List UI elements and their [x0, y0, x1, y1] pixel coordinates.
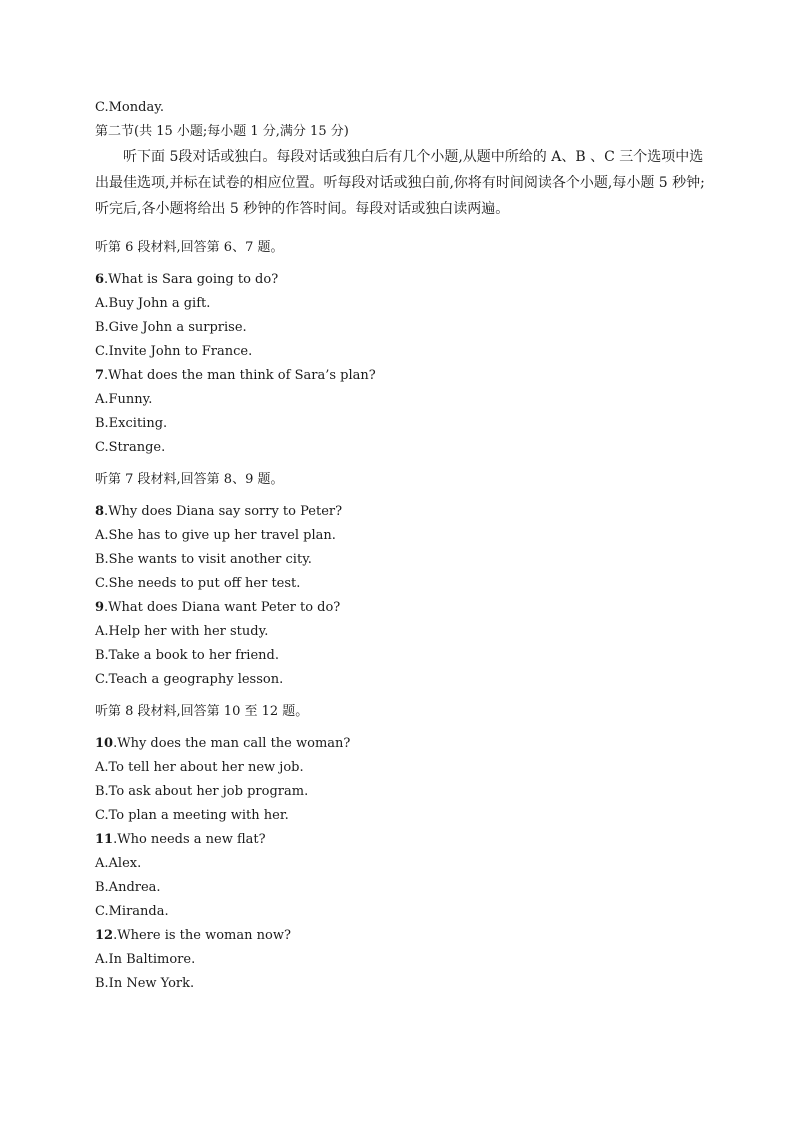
group-title-7: 听第 7 段材料,回答第 8、9 题。	[95, 472, 284, 487]
option-a: A.Help her with her study.	[95, 624, 269, 639]
question-10	[95, 732, 715, 756]
question-number: 6	[95, 272, 105, 287]
question-text: .Why does Diana say sorry to Peter?	[104, 504, 343, 519]
section-instructions: 听下面 5段对话或独白。每段对话或独白后有几个小题,从题中所给的 A、B 、C 三个选项中选出最佳选项,并标在试卷的相应位置。听每段对话或独白前,你将有时间阅读各个小题,每小题 5 秒钟;听完后,各小题将给出 5 秒钟的作答时间。每段对话或独白读两遍。	[95, 149, 705, 217]
group-title-6: 听第 6 段材料,回答第 6、7 题。	[95, 240, 284, 255]
option-a: A.Funny.	[95, 392, 153, 407]
option-b: B.To ask about her job program.	[95, 784, 309, 799]
question-8	[95, 500, 715, 524]
question-text: .What does the man think of Sara’s plan?	[104, 368, 376, 383]
option-a: A.Buy John a gift.	[95, 296, 211, 311]
question-text: .What is Sara going to do?	[104, 272, 279, 287]
option-b: B.Take a book to her friend.	[95, 648, 279, 663]
exam-page	[95, 96, 715, 996]
question-number: 12	[95, 928, 114, 943]
option-a: A.In Baltimore.	[95, 952, 196, 967]
question-text: .Why does the man call the woman?	[113, 736, 351, 751]
option-b: B.Exciting.	[95, 416, 168, 431]
option-c: C.Strange.	[95, 440, 166, 455]
option-b: B.Andrea.	[95, 880, 161, 895]
option-c-prev: C.Monday.	[95, 100, 164, 115]
question-number: 8	[95, 504, 105, 519]
question-number: 9	[95, 600, 105, 615]
question-number: 10	[95, 736, 114, 751]
option-b: B.In New York.	[95, 976, 195, 991]
question-text: .What does Diana want Peter to do?	[104, 600, 341, 615]
question-number: 11	[95, 832, 114, 847]
group-title-8: 听第 8 段材料,回答第 10 至 12 题。	[95, 704, 309, 719]
option-a: A.To tell her about her new job.	[95, 760, 304, 775]
question-text: .Where is the woman now?	[113, 928, 291, 943]
option-c: C.Teach a geography lesson.	[95, 672, 284, 687]
option-c: C.She needs to put off her test.	[95, 576, 301, 591]
question-11	[95, 828, 715, 852]
option-a: A.She has to give up her travel plan.	[95, 528, 336, 543]
question-number: 7	[95, 368, 105, 383]
question-7	[95, 364, 715, 388]
option-a: A.Alex.	[95, 856, 142, 871]
question-9	[95, 596, 715, 620]
option-b: B.She wants to visit another city.	[95, 552, 312, 567]
option-c: C.Invite John to France.	[95, 344, 253, 359]
question-6	[95, 268, 715, 292]
option-b: B.Give John a surprise.	[95, 320, 247, 335]
question-12	[95, 924, 715, 948]
question-text: .Who needs a new flat?	[113, 832, 266, 847]
section-title: 第二节(共 15 小题;每小题 1 分,满分 15 分)	[95, 124, 349, 139]
option-c: C.To plan a meeting with her.	[95, 808, 289, 823]
option-c: C.Miranda.	[95, 904, 169, 919]
